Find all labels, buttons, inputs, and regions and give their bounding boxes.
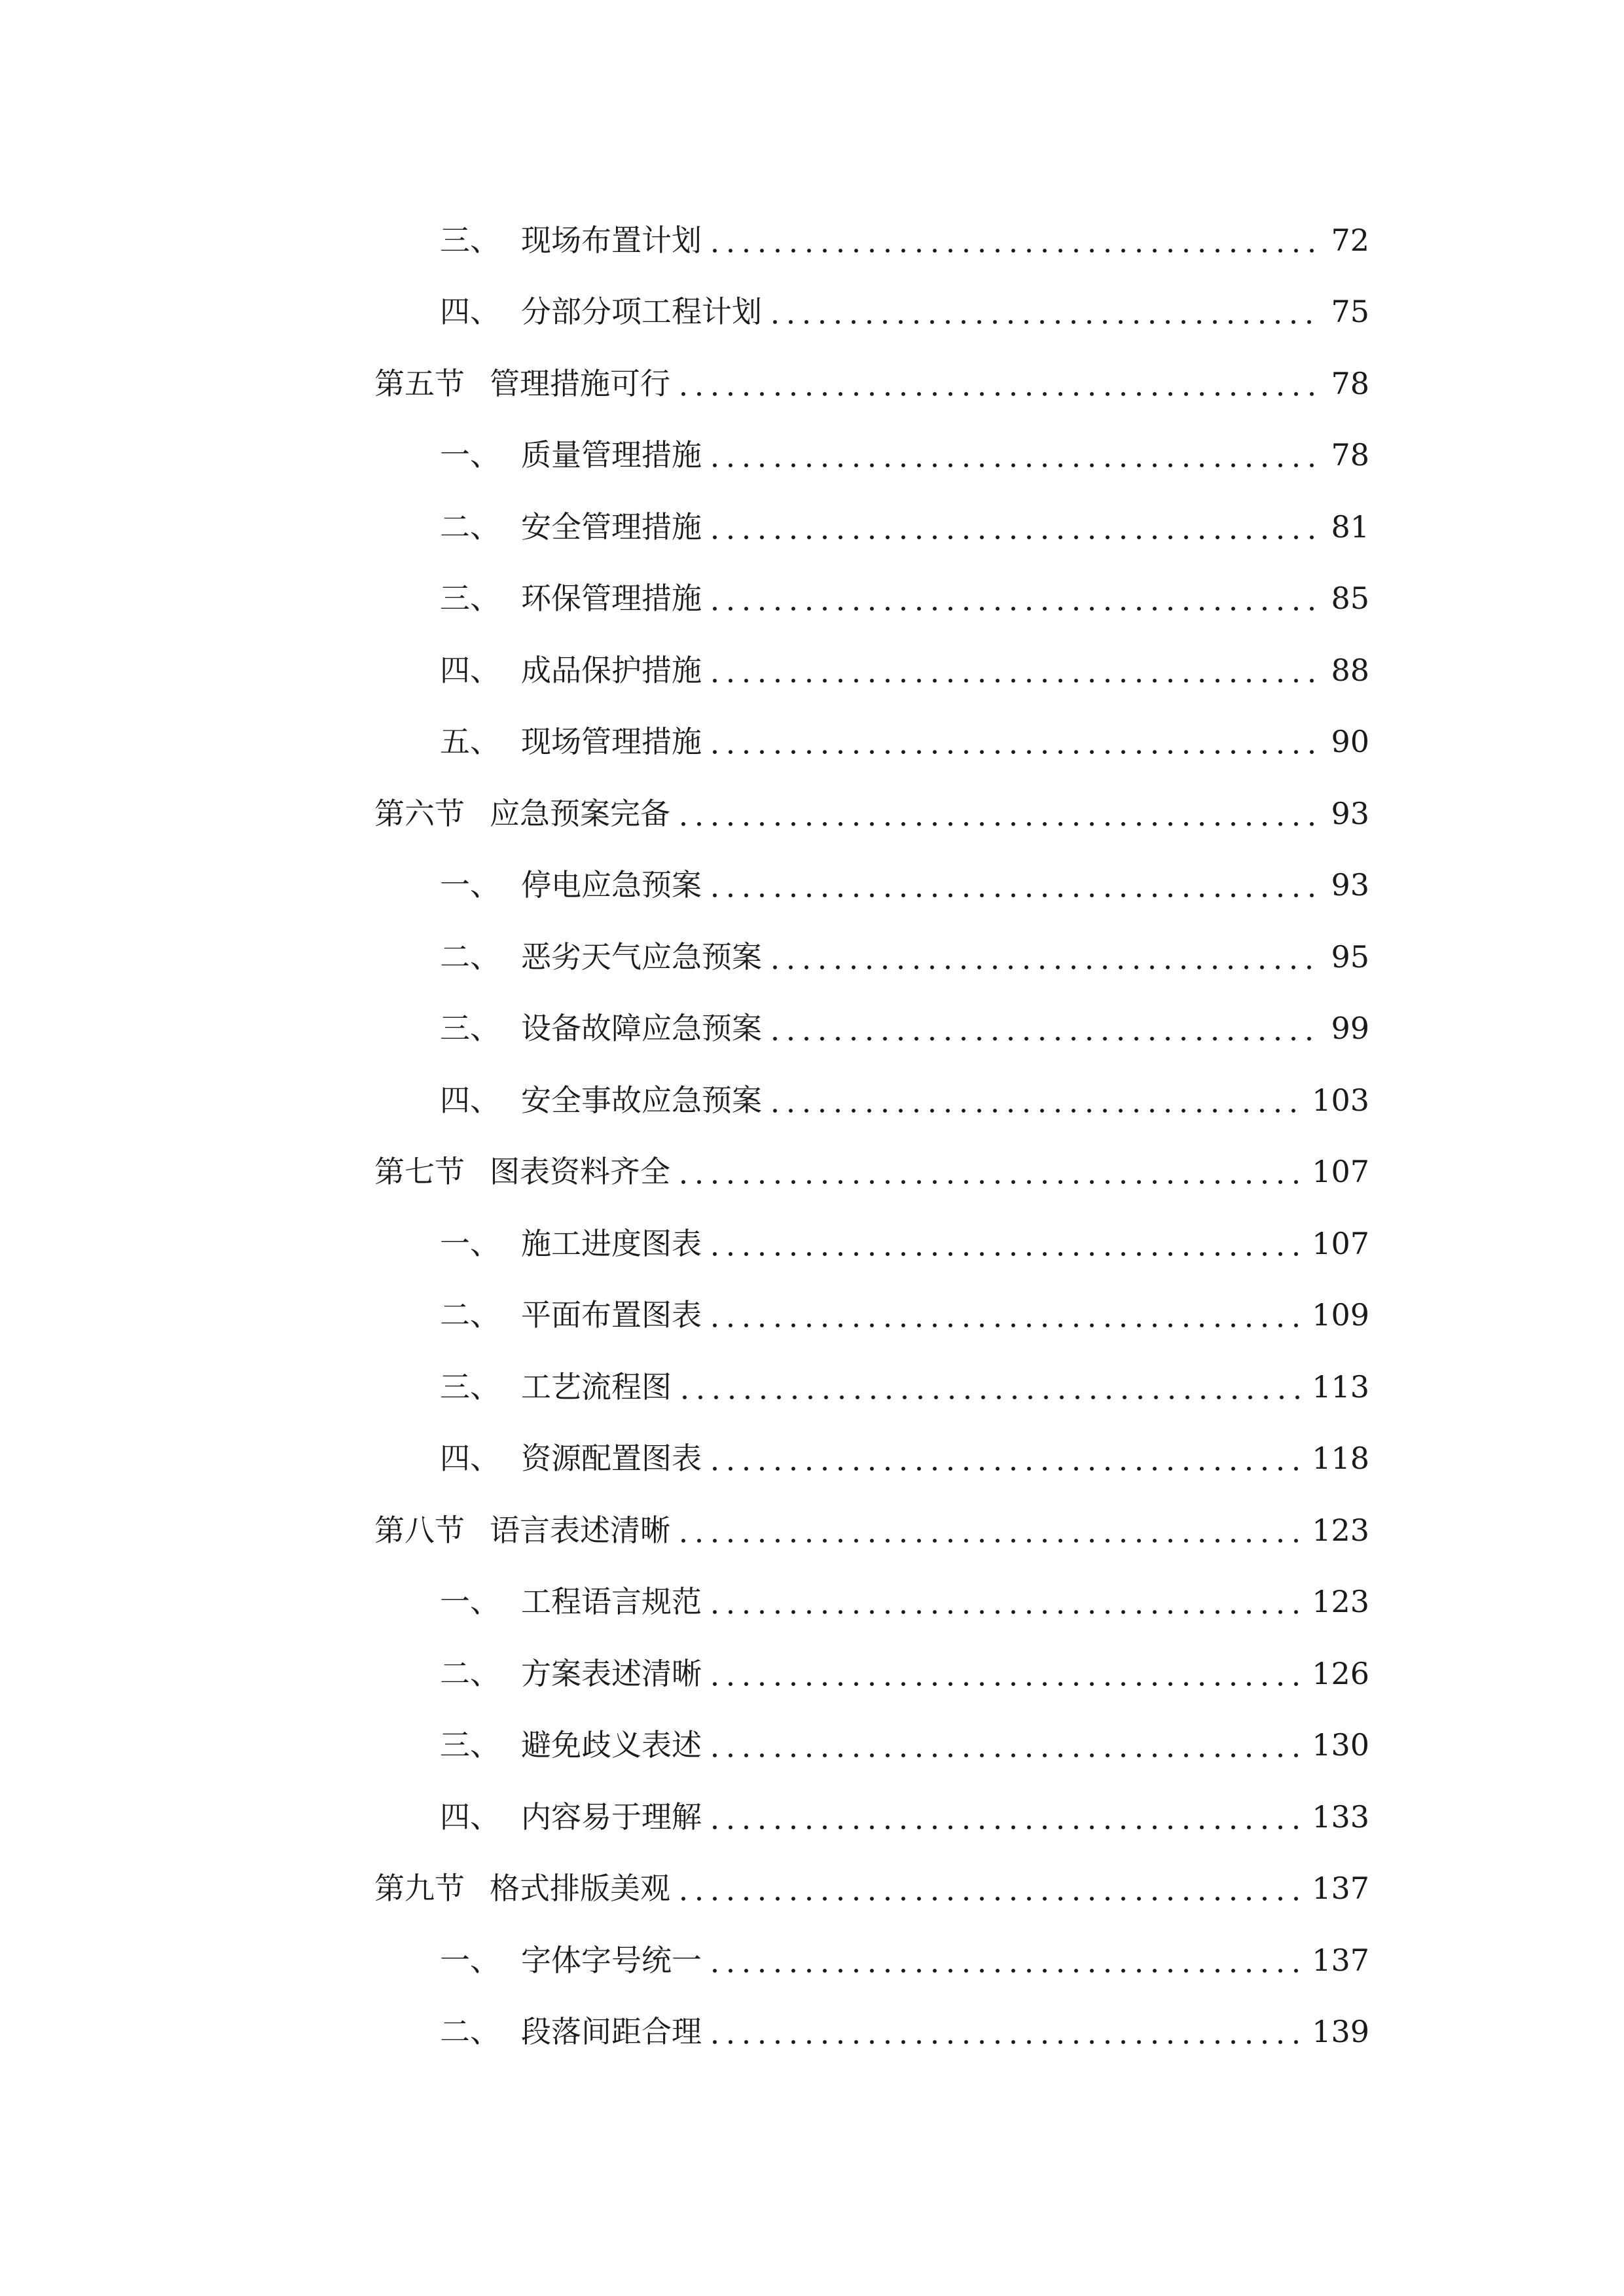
dot-leader — [707, 224, 1322, 254]
toc-entry-number: 二、 — [440, 1297, 500, 1333]
dot-leader — [707, 1657, 1303, 1687]
toc-section-number: 第五节 — [374, 365, 465, 401]
toc-section-entry[interactable] — [374, 1473, 1369, 1548]
dot-leader — [707, 1944, 1303, 1974]
toc-entry-title: 设备故障应急预案 — [521, 1011, 762, 1046]
toc-entry-label — [440, 509, 707, 545]
toc-entry-label — [440, 1225, 707, 1261]
toc-entry-page: 95 — [1331, 939, 1369, 975]
toc-entry-page: 90 — [1331, 724, 1369, 759]
toc-entry-number: 一、 — [440, 1584, 500, 1619]
toc-entry-number: 四、 — [440, 1441, 500, 1476]
toc-entry-label — [374, 795, 676, 831]
toc-entry-page: 107 — [1312, 1225, 1369, 1261]
toc-entry-page: 81 — [1331, 509, 1369, 545]
toc-entry[interactable] — [374, 542, 1369, 614]
toc-entry-label — [440, 437, 707, 473]
dot-leader — [707, 654, 1322, 684]
toc-entry-label — [440, 1082, 767, 1118]
toc-section-number: 第六节 — [374, 795, 465, 831]
toc-entry[interactable] — [374, 1043, 1369, 1118]
toc-entry[interactable] — [374, 399, 1369, 471]
toc-entry-page: 123 — [1312, 1512, 1369, 1548]
toc-entry[interactable] — [374, 685, 1369, 757]
toc-section-entry[interactable] — [374, 757, 1369, 829]
toc-entry[interactable] — [374, 1760, 1369, 1835]
toc-entry-label — [440, 581, 707, 616]
dot-leader — [707, 1227, 1303, 1257]
toc-entry-label — [374, 365, 676, 401]
toc-entry-title: 恶劣天气应急预案 — [521, 939, 762, 975]
dot-leader — [707, 2015, 1303, 2045]
toc-section-entry[interactable] — [374, 327, 1369, 399]
toc-entry-label — [374, 1871, 676, 1906]
toc-entry-number: 四、 — [440, 1799, 500, 1835]
toc-entry-page: 139 — [1312, 2014, 1369, 2049]
toc-entry-label — [440, 726, 707, 757]
toc-section-number: 第七节 — [374, 1154, 465, 1189]
toc-entry-page: 130 — [1312, 1727, 1369, 1763]
toc-section-title: 语言表述清晰 — [490, 1512, 670, 1548]
dot-leader — [707, 1729, 1303, 1759]
toc-entry[interactable] — [374, 1975, 1369, 2047]
dot-leader — [676, 1872, 1303, 1902]
dot-leader — [707, 869, 1322, 899]
toc-entry-label — [440, 1655, 707, 1691]
toc-entry-title: 工艺流程图 — [521, 1369, 672, 1405]
toc-entry-title: 质量管理措施 — [521, 437, 702, 473]
toc-section-entry[interactable] — [374, 1832, 1369, 1904]
toc-entry-number: 一、 — [440, 867, 500, 903]
toc-entry-title: 安全管理措施 — [521, 509, 702, 545]
toc-entry-title: 段落间距合理 — [521, 2014, 702, 2049]
toc-entry-title: 工程语言规范 — [521, 1584, 702, 1619]
dot-leader — [707, 582, 1322, 612]
toc-entry[interactable] — [374, 1545, 1369, 1617]
toc-entry-title: 停电应急预案 — [521, 867, 702, 903]
toc-entry-page: 126 — [1312, 1655, 1369, 1691]
dot-leader — [707, 511, 1322, 541]
toc-entry-title: 避免歧义表述 — [521, 1727, 702, 1763]
toc-entry-page: 107 — [1312, 1154, 1369, 1189]
toc-entry-label — [440, 296, 767, 327]
toc-entry-number: 三、 — [440, 581, 500, 616]
toc-entry-number: 二、 — [440, 2014, 500, 2049]
toc-section-title: 图表资料齐全 — [490, 1154, 670, 1189]
toc-entry-page: 123 — [1312, 1584, 1369, 1619]
dot-leader — [676, 1514, 1303, 1544]
toc-entry-number: 一、 — [440, 437, 500, 473]
toc-entry-label — [440, 2014, 707, 2049]
toc-entry-page: 75 — [1331, 294, 1369, 329]
toc-entry-number: 三、 — [440, 1011, 500, 1046]
dot-leader — [707, 1585, 1303, 1615]
table-of-contents — [374, 183, 1369, 2047]
toc-entry-label — [440, 1727, 707, 1763]
toc-entry-page: 85 — [1331, 581, 1369, 616]
dot-leader — [707, 439, 1322, 469]
toc-entry-title: 字体字号统一 — [521, 1942, 702, 1978]
toc-entry[interactable] — [374, 183, 1369, 258]
dot-leader — [676, 1155, 1303, 1185]
dot-leader — [767, 1084, 1303, 1114]
toc-entry[interactable] — [374, 1903, 1369, 1978]
toc-entry-number: 三、 — [440, 222, 500, 258]
toc-entry[interactable] — [374, 900, 1369, 975]
toc-entry-page: 118 — [1312, 1441, 1369, 1476]
toc-entry-number: 二、 — [440, 1655, 500, 1691]
toc-entry[interactable] — [374, 1689, 1369, 1761]
toc-entry-number: 三、 — [440, 1727, 500, 1763]
toc-entry-title: 环保管理措施 — [521, 581, 702, 616]
toc-entry-page: 72 — [1331, 222, 1369, 258]
dot-leader — [767, 295, 1322, 325]
toc-entry-page: 113 — [1312, 1369, 1369, 1405]
toc-entry-title: 方案表述清晰 — [521, 1655, 702, 1691]
dot-leader — [676, 367, 1322, 397]
toc-entry-title: 成品保护措施 — [521, 652, 702, 688]
toc-entry-number: 二、 — [440, 939, 500, 975]
toc-entry[interactable] — [374, 470, 1369, 545]
toc-section-title: 管理措施可行 — [490, 365, 670, 401]
toc-entry-label — [440, 1584, 707, 1619]
toc-entry-number: 三、 — [440, 1369, 500, 1405]
toc-section-title: 格式排版美观 — [490, 1871, 670, 1906]
dot-leader — [707, 725, 1322, 755]
toc-entry-number: 二、 — [440, 509, 500, 545]
toc-entry-number: 五、 — [440, 724, 500, 759]
toc-entry-number: 一、 — [440, 1225, 500, 1261]
toc-entry-title: 内容易于理解 — [521, 1799, 702, 1835]
toc-section-number: 第九节 — [374, 1871, 465, 1906]
dot-leader — [767, 1012, 1322, 1042]
toc-entry-page: 103 — [1312, 1082, 1369, 1118]
toc-entry-page: 78 — [1331, 365, 1369, 401]
toc-entry-page: 93 — [1331, 867, 1369, 903]
toc-entry-page: 109 — [1312, 1297, 1369, 1333]
toc-entry-label — [440, 1441, 707, 1476]
toc-entry-label — [440, 1297, 707, 1333]
toc-entry[interactable] — [374, 829, 1369, 901]
toc-entry-number: 四、 — [440, 652, 500, 688]
toc-entry-title: 现场管理措施 — [521, 724, 702, 759]
toc-entry[interactable] — [374, 1330, 1369, 1405]
toc-entry-title: 资源配置图表 — [521, 1441, 702, 1476]
toc-entry-label — [440, 222, 707, 258]
toc-entry-title: 分部分项工程计划 — [521, 294, 762, 329]
dot-leader — [677, 1371, 1303, 1401]
toc-entry[interactable] — [374, 972, 1369, 1044]
toc-entry-number: 四、 — [440, 294, 500, 329]
toc-entry-label — [440, 652, 707, 688]
toc-entry-label — [440, 1011, 767, 1046]
toc-entry-number: 一、 — [440, 1942, 500, 1978]
toc-entry-page: 99 — [1331, 1011, 1369, 1046]
toc-entry-page: 137 — [1312, 1942, 1369, 1978]
toc-entry-label — [440, 867, 707, 903]
toc-entry-page: 93 — [1331, 795, 1369, 831]
toc-entry-label — [374, 1154, 676, 1189]
toc-entry[interactable] — [374, 1617, 1369, 1689]
toc-entry-page: 137 — [1312, 1871, 1369, 1906]
toc-entry-title: 施工进度图表 — [521, 1225, 702, 1261]
toc-entry-title: 安全事故应急预案 — [521, 1082, 762, 1118]
dot-leader — [676, 797, 1322, 827]
toc-entry-title: 现场布置计划 — [521, 222, 702, 258]
toc-entry-label — [440, 1942, 707, 1978]
toc-section-entry[interactable] — [374, 1115, 1369, 1187]
dot-leader — [767, 941, 1322, 971]
toc-entry[interactable] — [374, 1259, 1369, 1331]
toc-entry-page: 88 — [1331, 652, 1369, 688]
toc-entry-label — [374, 1512, 676, 1548]
toc-entry[interactable] — [374, 255, 1369, 327]
dot-leader — [707, 1442, 1303, 1472]
toc-entry[interactable] — [374, 1402, 1369, 1474]
toc-entry[interactable] — [374, 613, 1369, 688]
toc-entry-page: 78 — [1331, 437, 1369, 473]
dot-leader — [707, 1801, 1303, 1831]
toc-entry-page: 133 — [1312, 1799, 1369, 1835]
toc-entry-label — [440, 1369, 677, 1405]
toc-entry-number: 四、 — [440, 1082, 500, 1118]
toc-entry-title: 平面布置图表 — [521, 1297, 702, 1333]
dot-leader — [707, 1299, 1303, 1329]
toc-section-number: 第八节 — [374, 1512, 465, 1548]
toc-section-title: 应急预案完备 — [490, 795, 670, 831]
toc-entry[interactable] — [374, 1187, 1369, 1259]
toc-entry-label — [440, 1799, 707, 1835]
toc-entry-label — [440, 939, 767, 975]
